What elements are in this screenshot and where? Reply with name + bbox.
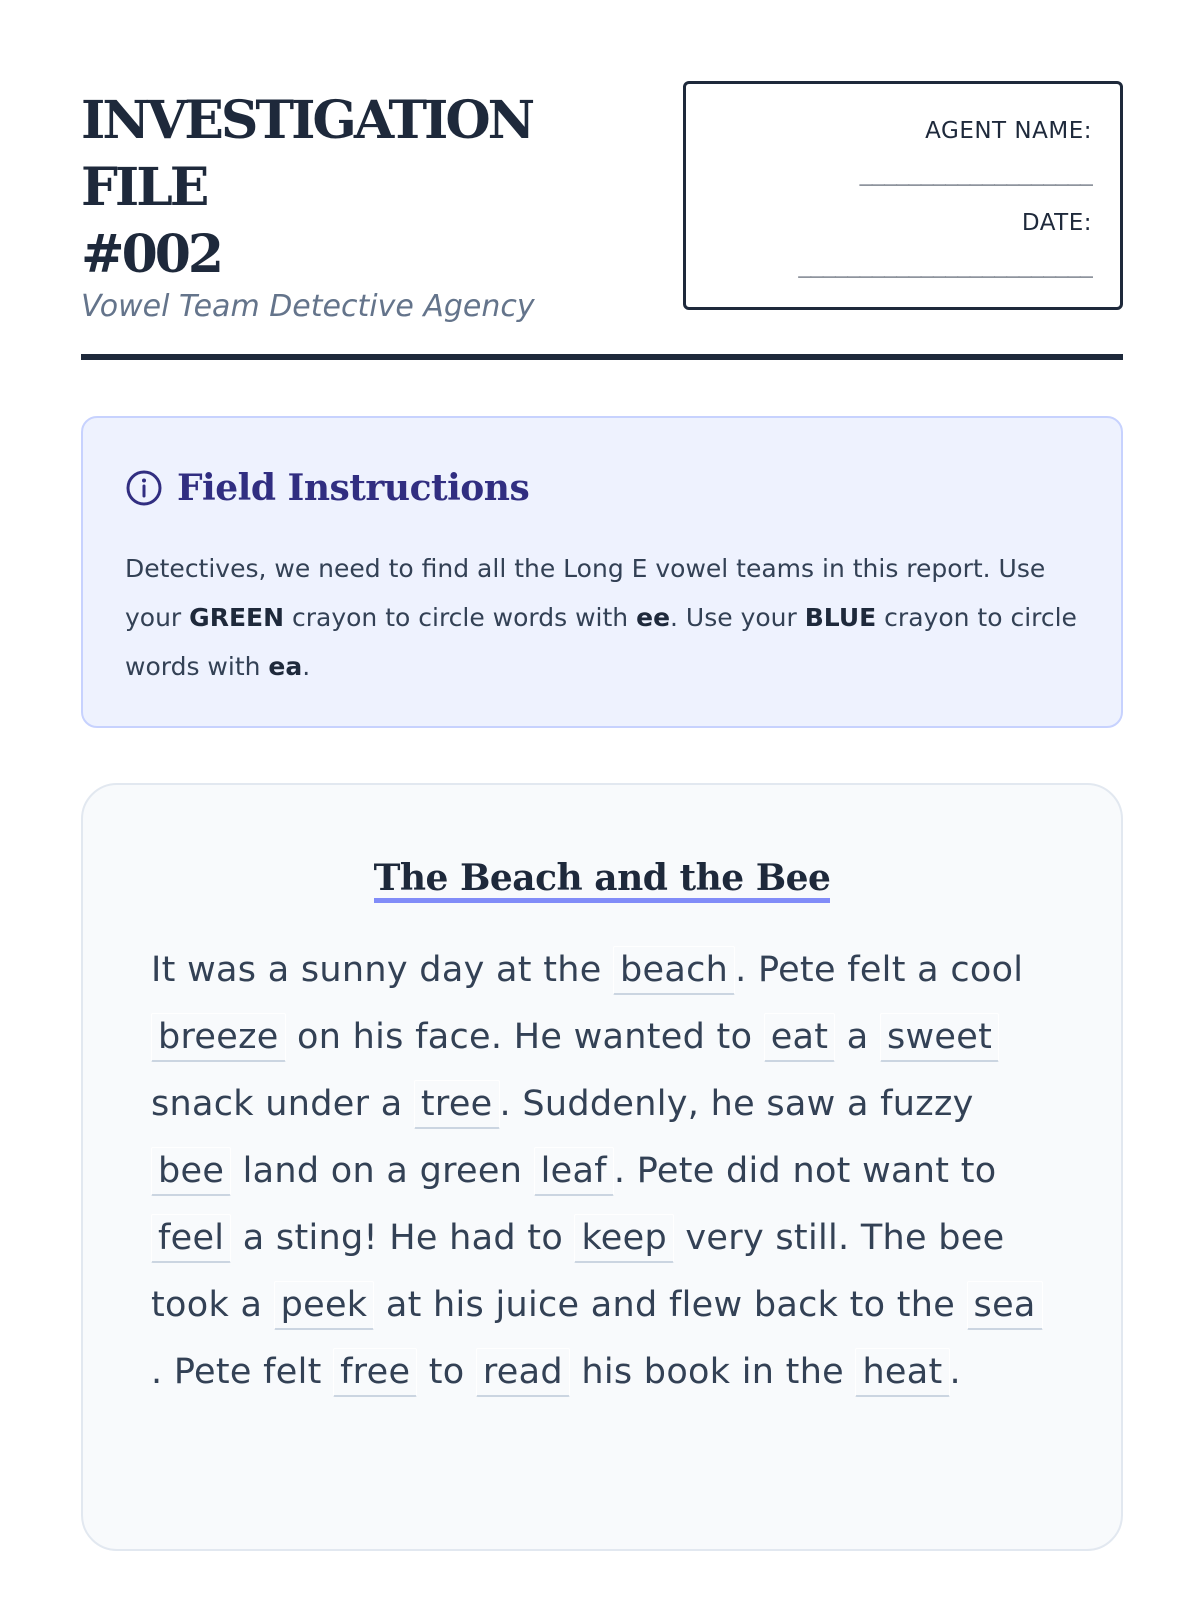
vowel-team-word[interactable]: heat [855,1348,949,1397]
file-title [81,87,671,288]
agent-name-line[interactable]: ___________________ [859,161,1092,186]
story-text-segment: a sting! He had to [231,1218,575,1258]
story-text-segment: . [949,1352,961,1392]
vowel-team-word[interactable]: sweet [880,1013,999,1062]
ea-keyword: ea [268,652,303,681]
story-text [151,937,1051,1406]
instructions-title: Field Instructions [177,467,530,509]
vowel-team-word[interactable]: feel [151,1214,231,1263]
story-text-segment: . Pete felt a cool [735,950,1024,990]
green-keyword: GREEN [189,603,285,632]
story-text-segment: . Suddenly, he saw a fuzzy [499,1084,974,1124]
instructions-text-part: . [302,652,311,681]
story-text-segment: his book in the [569,1352,856,1392]
story-title-text: The Beach and the Bee [374,858,831,903]
vowel-team-word[interactable]: breeze [151,1013,286,1062]
blue-keyword: BLUE [804,603,877,632]
story-text-segment: to [417,1352,476,1392]
instructions-text-part: . Use your [670,603,805,632]
vowel-team-word[interactable]: bee [151,1147,231,1196]
vowel-team-word[interactable]: tree [414,1080,500,1129]
vowel-team-word[interactable]: free [333,1348,417,1397]
story-text-segment: on his face. He wanted to [285,1017,764,1057]
vowel-team-word[interactable]: beach [613,946,735,995]
vowel-team-word[interactable]: eat [764,1013,836,1062]
date-line[interactable]: ________________________ [798,253,1092,278]
agent-info-box [683,81,1123,310]
header [81,81,1123,324]
info-icon [125,469,163,507]
story-text-segment: snack under a [151,1084,414,1124]
header-divider [81,354,1123,360]
instructions-text [125,544,1081,691]
story-text-segment: very still. The bee took a [151,1218,1005,1325]
story-text-segment: . Pete did not want to [613,1151,997,1191]
file-title-line1: INVESTIGATION FILE [81,90,533,218]
instructions-text-part: crayon to circle words with [284,603,637,632]
story-text-segment: a [835,1017,880,1057]
instructions-text-part: crayon to circle words with [125,603,1077,681]
story-text-segment: land on a green [231,1151,534,1191]
story-text-segment: It was a sunny day at the [151,950,613,990]
story-card [81,783,1123,1551]
file-title-line2: #002 [81,224,222,285]
story-text-segment: at his juice and flew back to the [374,1285,967,1325]
title-block [81,87,671,326]
instructions-panel [81,416,1123,728]
vowel-team-word[interactable]: peek [274,1281,375,1330]
vowel-team-word[interactable]: leaf [534,1147,614,1196]
date-label: DATE: [1021,210,1092,236]
ee-keyword: ee [636,603,671,632]
vowel-team-word[interactable]: read [476,1348,570,1397]
instructions-heading [125,462,1081,514]
vowel-team-word[interactable]: keep [574,1214,674,1263]
agent-name-label: AGENT NAME: [925,118,1092,144]
vowel-team-word[interactable]: sea [967,1281,1043,1330]
agency-subtitle: Vowel Team Detective Agency [81,289,535,324]
story-text-segment: . Pete felt [151,1352,334,1392]
story-title [83,857,1121,903]
instructions-text-part: Detectives, we need to find all the Long E vowel teams in this report. Use your [125,554,1046,632]
